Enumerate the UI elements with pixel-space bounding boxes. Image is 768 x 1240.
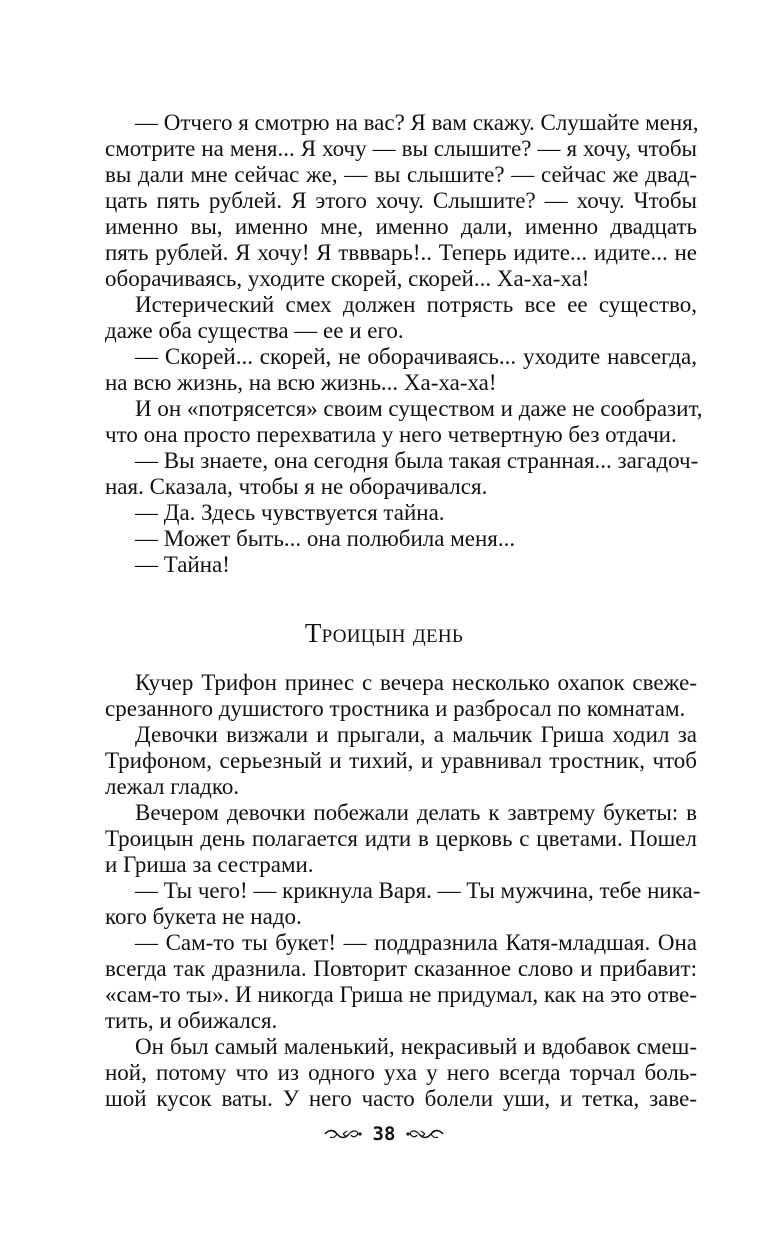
text-line: ной, потому что из одного уха у него всегда торчал боль- xyxy=(105,1060,697,1085)
text-line: — Да. Здесь чувствуется тайна. xyxy=(135,500,445,525)
text-line: — Тайна! xyxy=(135,552,230,577)
text-line: лежал гладко. xyxy=(105,774,240,799)
section-title: Троицын день xyxy=(304,618,464,648)
text-line: Троицын день полагается идти в церковь с цветами. Пошел xyxy=(105,826,697,851)
page-footer xyxy=(0,1120,768,1148)
text-line: тить, и обижался. xyxy=(105,1008,278,1033)
text-line: и Гриша за сестрами. xyxy=(105,852,314,877)
text-line: — Ты чего! — крикнула Варя. — Ты мужчина, тебе ника- xyxy=(135,878,701,903)
text-line: оборачиваясь, уходите скорей, скорей... Ха-ха-ха! xyxy=(105,266,590,291)
right-flourish-icon xyxy=(405,1126,445,1142)
text-line: даже оба существа — ее и его. xyxy=(105,318,404,343)
left-flourish-icon xyxy=(323,1126,363,1142)
text-line: — Может быть... она полюбила меня... xyxy=(135,526,516,551)
text-line: на всю жизнь, на всю жизнь... Ха-ха-ха! xyxy=(105,370,497,395)
text-line: И он «потрясется» своим существом и даже не сообразит, xyxy=(135,396,703,421)
text-line: именно вы, именно мне, именно дали, именно двадцать xyxy=(105,214,697,239)
text-line: — Отчего я смотрю на вас? Я вам скажу. Слушайте меня, xyxy=(135,110,699,135)
text-line: срезанного душистого тростника и разбросал по комнатам. xyxy=(105,696,686,721)
text-line: «сам-то ты». И никогда Гриша не придумал, как на это отве- xyxy=(105,982,697,1007)
page-number: 38 xyxy=(372,1123,396,1145)
text-line: — Вы знаете, она сегодня была такая странная... загадоч- xyxy=(135,448,699,473)
text-line: Кучер Трифон принес с вечера несколько охапок свеже- xyxy=(135,670,697,695)
text-line: кого букета не надо. xyxy=(105,904,302,929)
text-line: Истерический смех должен потрясть все ее существо, xyxy=(135,292,697,317)
text-line: всегда так дразнила. Повторит сказанное слово и прибавит: xyxy=(105,956,697,981)
text-line: шой кусок ваты. У него часто болели уши, и тетка, заве- xyxy=(105,1086,697,1111)
text-line: Девочки визжали и прыгали, а мальчик Гриша ходил за xyxy=(135,722,697,747)
text-line: — Скорей... скорей, не оборачиваясь... уходите навсегда, xyxy=(135,344,697,369)
text-line: ная. Сказала, чтобы я не оборачивался. xyxy=(105,474,488,499)
text-line: Вечером девочки побежали делать к завтрему букеты: в xyxy=(135,800,697,825)
text-line: Он был самый маленький, некрасивый и вдобавок смеш- xyxy=(135,1034,697,1059)
text-line: пять рублей. Я хочу! Я тввварь!.. Теперь идите... идите... не xyxy=(105,240,697,265)
text-line: смотрите на меня... Я хочу — вы слышите? — я хочу, чтобы xyxy=(105,136,697,161)
text-line: цать пять рублей. Я этого хочу. Слышите? — хочу. Чтобы xyxy=(105,188,697,213)
text-line: вы дали мне сейчас же, — вы слышите? — сейчас же двад- xyxy=(105,162,697,187)
text-line: Трифоном, серьезный и тихий, и уравнивал тростник, чтоб xyxy=(105,748,697,773)
text-line: — Сам-то ты букет! — поддразнила Катя-младшая. Она xyxy=(135,930,697,955)
text-line: что она просто перехватила у него четвертную без отдачи. xyxy=(105,422,677,447)
